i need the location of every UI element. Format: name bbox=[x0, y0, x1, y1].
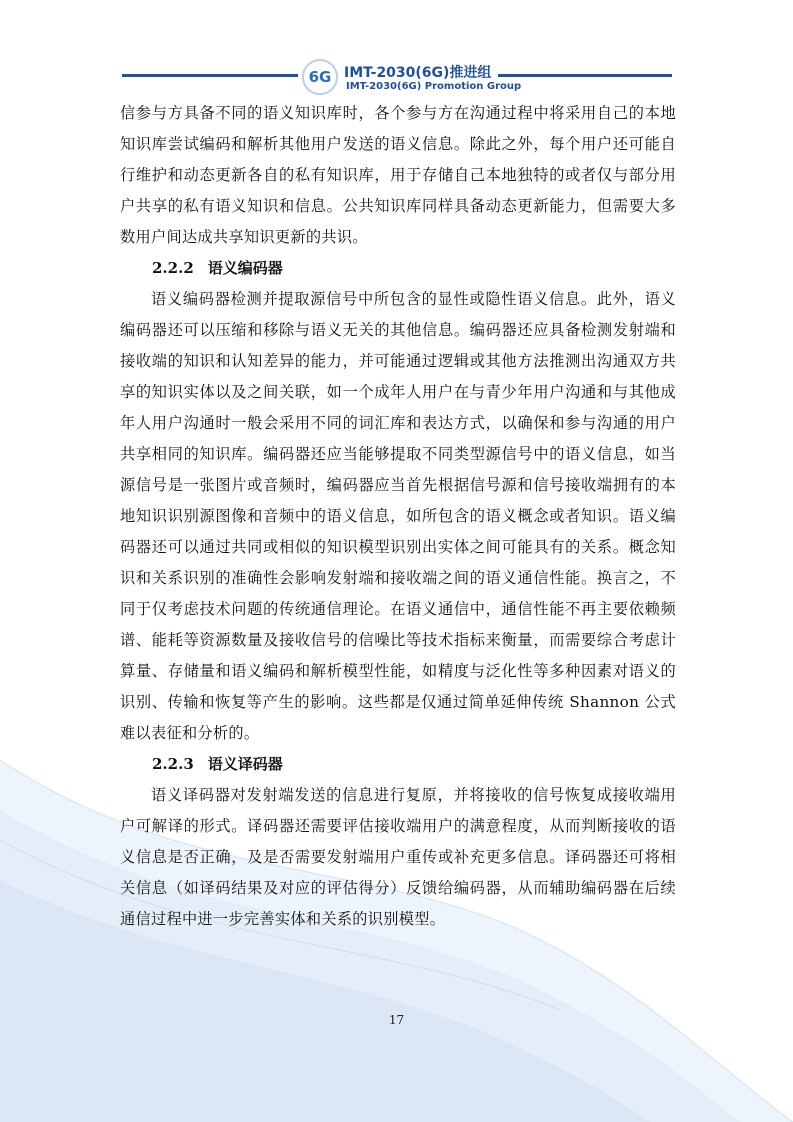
header-rule-right bbox=[498, 74, 672, 77]
page-number: 17 bbox=[388, 1013, 405, 1027]
imt-2030-logo-icon bbox=[302, 59, 338, 95]
header-rule-left bbox=[122, 74, 298, 77]
section-number: 2.2.3 bbox=[152, 755, 194, 773]
header-title: IMT-2030(6G)推进组 bbox=[344, 65, 492, 81]
section-number: 2.2.2 bbox=[152, 259, 194, 277]
logo-mark: 6G bbox=[308, 68, 332, 86]
section-heading-semantic-encoder bbox=[120, 253, 676, 284]
header-subtitle: IMT-2030(6G) Promotion Group bbox=[346, 81, 522, 92]
section-title: 语义编码器 bbox=[207, 259, 283, 277]
page-body bbox=[120, 98, 676, 935]
paragraph-semantic-decoder: 语义译码器对发射端发送的信息进行复原，并将接收的信号恢复成接收端用户可解译的形式。译码器还需要评估接收端用户的满意程度，从而判断接收的语义信息是否正确，及是否需要发射端用户重传或补充更多信息。译码器还可将相关信息（如译码结果及对应的评估得分）反馈给编码器，从而辅助编码器在后续通信过程中进一步完善实体和关系的识别模型。 bbox=[120, 786, 676, 928]
paragraph-semantic-encoder: 语义编码器检测并提取源信号中所包含的显性或隐性语义信息。此外，语义编码器还可以压缩和移除与语义无关的其他信息。编码器还应具备检测发射端和接收端的知识和认知差异的能力，并可能通过逻辑或其他方法推测出沟通双方共享的知识实体以及之间关联，如一个成年人用户在与青少年用户沟通和与其他成年人用户沟通时一般会采用不同的词汇库和表达方式，以确保和参与沟通的用户共享相同的知识库。编码器还应当能够提取不同类型源信号中的语义信息，如当源信号是一张图片或音频时，编码器应当首先根据信号源和信号接收端拥有的本地知识识别源图像和音频中的语义信息，如所包含的语义概念或者知识。语义编码器还可以通过共同或相似的知识模型识别出实体之间可能具有的关系。概念知识和关系识别的准确性会影响发射端和接收端之间的语义通信性能。换言之，不同于仅考虑技术问题的传统通信理论。在语义通信中，通信性能不再主要依赖频谱、能耗等资源数量及接收信号的信噪比等技术指标来衡量，而需要综合考虑计算量、存储量和语义编码和解析模型性能，如精度与泛化性等多种因素对语义的识别、传输和恢复等产生的影响。这些都是仅通过简单延伸传统 Shannon 公式难以表征和分析的。 bbox=[120, 290, 676, 742]
paragraph-knowledge-base: 信参与方具备不同的语义知识库时，各个参与方在沟通过程中将采用自己的本地知识库尝试编码和解析其他用户发送的语义信息。除此之外，每个用户还可能自行维护和动态更新各自的私有知识库，用于存储自己本地独特的或者仅与部分用户共享的私有语义知识和信息。公共知识库同样具备动态更新能力，但需要大多数用户间达成共享知识更新的共识。 bbox=[120, 104, 676, 246]
section-title: 语义译码器 bbox=[207, 755, 283, 773]
section-heading-semantic-decoder bbox=[120, 749, 676, 780]
